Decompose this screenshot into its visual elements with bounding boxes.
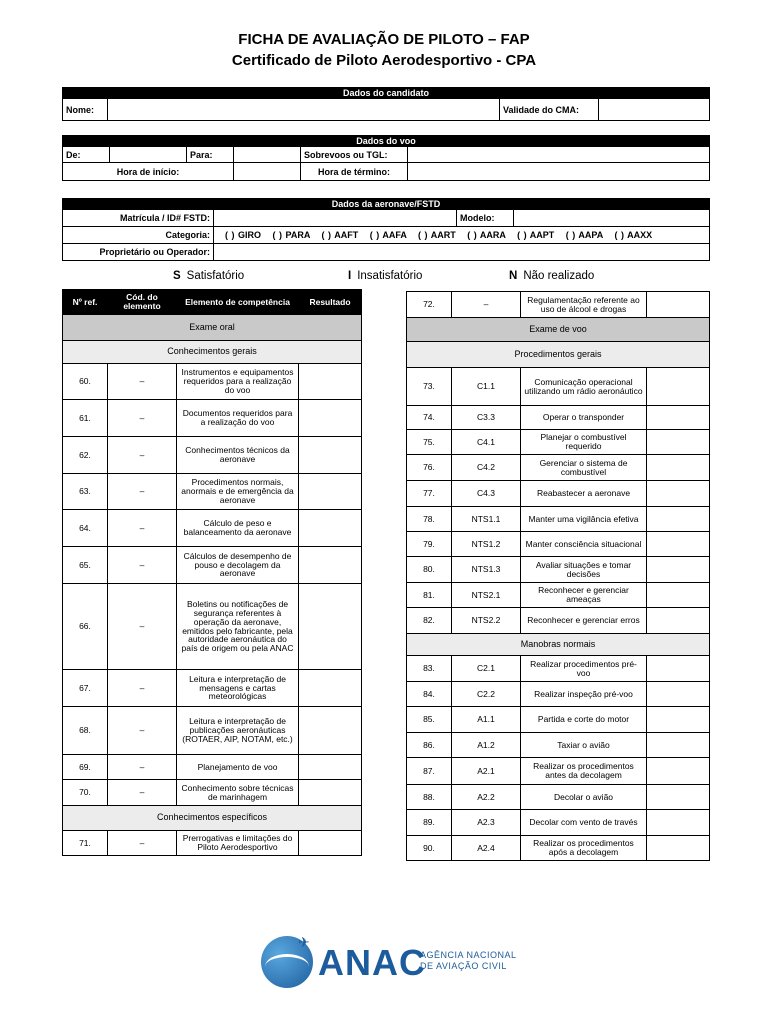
aircraft-table xyxy=(62,198,710,261)
result-cell[interactable] xyxy=(299,707,362,755)
subsection-normal-maneuvers: Manobras normais xyxy=(407,634,710,656)
element-code: – xyxy=(108,831,177,856)
element-code: – xyxy=(108,474,177,510)
cma-field[interactable] xyxy=(599,99,710,121)
result-cell[interactable] xyxy=(647,507,710,532)
element-code: – xyxy=(108,707,177,755)
result-cell[interactable] xyxy=(647,406,710,430)
candidate-header: Dados do candidato xyxy=(63,88,710,99)
element-name: Conhecimento sobre técnicas de marinhagem xyxy=(177,780,299,806)
element-code: – xyxy=(452,292,521,318)
element-name: Boletins ou notificações de segurança referentes à operação da aeronave, emitidos pelo fabricante, pela autoridade aeronáutica do país de origem ou pela ANAC xyxy=(177,584,299,670)
col-code: Cód. do elemento xyxy=(108,290,177,315)
category-options[interactable] xyxy=(214,227,710,244)
ref-number: 73. xyxy=(407,368,452,406)
element-name: Leitura e interpretação de publicações aeronáuticas (ROTAER, AIP, NOTAM, etc.) xyxy=(177,707,299,755)
agency-name: AGÊNCIA NACIONAL DE AVIAÇÃO CIVIL xyxy=(420,950,517,971)
result-cell[interactable] xyxy=(647,707,710,733)
legend-satisfactory: S Satisfatório xyxy=(173,270,245,282)
element-code: – xyxy=(108,364,177,400)
category-label: Categoria: xyxy=(63,227,214,244)
element-code: – xyxy=(108,780,177,806)
result-cell[interactable] xyxy=(299,547,362,584)
start-time-field[interactable] xyxy=(234,163,301,181)
start-time-label: Hora de início: xyxy=(63,163,234,181)
element-code: NTS2.2 xyxy=(452,608,521,634)
element-code: A2.1 xyxy=(452,758,521,785)
ref-number: 66. xyxy=(63,584,108,670)
element-code: – xyxy=(108,584,177,670)
element-name: Reconhecer e gerenciar erros xyxy=(521,608,647,634)
category-option[interactable]: ( ) AAPT xyxy=(517,230,555,240)
result-cell[interactable] xyxy=(647,836,710,861)
element-code: C4.2 xyxy=(452,455,521,481)
from-field[interactable] xyxy=(110,147,187,163)
anac-logo xyxy=(258,934,518,990)
result-cell[interactable] xyxy=(647,656,710,682)
element-name: Manter uma vigilância efetiva xyxy=(521,507,647,532)
ref-number: 68. xyxy=(63,707,108,755)
airplane-icon: ✈ xyxy=(298,934,310,950)
ref-number: 90. xyxy=(407,836,452,861)
ref-number: 84. xyxy=(407,682,452,707)
element-name: Leitura e interpretação de mensagens e cartas meteorológicas xyxy=(177,670,299,707)
ref-number: 89. xyxy=(407,810,452,836)
category-option[interactable]: ( ) AAFT xyxy=(321,230,359,240)
result-cell[interactable] xyxy=(647,368,710,406)
col-result: Resultado xyxy=(299,290,362,315)
section-flight-exam: Exame de voo xyxy=(407,318,710,342)
ref-number: 86. xyxy=(407,733,452,758)
element-code: C4.3 xyxy=(452,481,521,507)
element-name: Manter consciência situacional xyxy=(521,532,647,557)
cma-label: Validade do CMA: xyxy=(500,99,599,121)
ref-number: 81. xyxy=(407,583,452,608)
registration-field[interactable] xyxy=(214,210,457,227)
element-name: Planejar o combustível requerido xyxy=(521,430,647,455)
ref-number: 75. xyxy=(407,430,452,455)
element-name: Prerrogativas e limitações do Piloto Aerodesportivo xyxy=(177,831,299,856)
result-cell[interactable] xyxy=(647,532,710,557)
result-cell[interactable] xyxy=(647,481,710,507)
element-code: C1.1 xyxy=(452,368,521,406)
owner-label: Proprietário ou Operador: xyxy=(63,244,214,261)
element-code: A2.4 xyxy=(452,836,521,861)
element-name: Realizar os procedimentos após a decolagem xyxy=(521,836,647,861)
element-code: NTS2.1 xyxy=(452,583,521,608)
result-cell[interactable] xyxy=(299,437,362,474)
ref-number: 67. xyxy=(63,670,108,707)
element-name: Avaliar situações e tomar decisões xyxy=(521,557,647,583)
anac-wordmark: ANAC xyxy=(318,942,426,983)
result-cell[interactable] xyxy=(647,455,710,481)
element-name: Operar o transponder xyxy=(521,406,647,430)
ref-number: 80. xyxy=(407,557,452,583)
result-cell[interactable] xyxy=(299,510,362,547)
subsection-general-procedures: Procedimentos gerais xyxy=(407,342,710,368)
ref-number: 78. xyxy=(407,507,452,532)
ref-number: 88. xyxy=(407,785,452,810)
result-cell[interactable] xyxy=(647,608,710,634)
to-label: Para: xyxy=(187,147,234,163)
category-option[interactable]: ( ) PARA xyxy=(272,230,311,240)
result-cell[interactable] xyxy=(647,557,710,583)
category-option[interactable]: ( ) AART xyxy=(418,230,456,240)
category-option[interactable]: ( ) AAFA xyxy=(369,230,407,240)
element-name: Reabastecer a aeronave xyxy=(521,481,647,507)
element-code: A2.2 xyxy=(452,785,521,810)
ref-number: 74. xyxy=(407,406,452,430)
result-cell[interactable] xyxy=(647,785,710,810)
result-cell[interactable] xyxy=(647,758,710,785)
model-label: Modelo: xyxy=(457,210,514,227)
end-time-label: Hora de término: xyxy=(301,163,408,181)
result-cell[interactable] xyxy=(647,430,710,455)
category-option[interactable]: ( ) GIRO xyxy=(225,230,261,240)
section-oral-exam: Exame oral xyxy=(63,315,362,341)
ref-number: 76. xyxy=(407,455,452,481)
element-name: Regulamentação referente ao uso de álcool e drogas xyxy=(521,292,647,318)
ref-number: 71. xyxy=(63,831,108,856)
element-name: Decolar com vento de través xyxy=(521,810,647,836)
candidate-table xyxy=(62,87,710,121)
form-subtitle: Certificado de Piloto Aerodesportivo - CPA xyxy=(231,52,537,69)
overflights-field[interactable] xyxy=(408,147,710,163)
name-label: Nome: xyxy=(63,99,108,121)
element-name: Cálculos de desempenho de pouso e decolagem da aeronave xyxy=(177,547,299,584)
element-code: NTS1.1 xyxy=(452,507,521,532)
result-cell[interactable] xyxy=(647,292,710,318)
ref-number: 70. xyxy=(63,780,108,806)
ref-number: 87. xyxy=(407,758,452,785)
flight-header: Dados do voo xyxy=(63,136,710,147)
result-cell[interactable] xyxy=(299,364,362,400)
element-name: Planejamento de voo xyxy=(177,755,299,780)
element-code: A1.2 xyxy=(452,733,521,758)
model-field[interactable] xyxy=(514,210,710,227)
oral-exam-table xyxy=(62,289,362,856)
registration-label: Matrícula / ID# FSTD: xyxy=(63,210,214,227)
overflights-label: Sobrevoos ou TGL: xyxy=(301,147,408,163)
flight-table xyxy=(62,135,710,181)
ref-number: 77. xyxy=(407,481,452,507)
element-code: – xyxy=(108,400,177,437)
result-cell[interactable] xyxy=(299,780,362,806)
element-code: NTS1.2 xyxy=(452,532,521,557)
result-cell[interactable] xyxy=(647,583,710,608)
element-name: Reconhecer e gerenciar ameaças xyxy=(521,583,647,608)
ref-number: 65. xyxy=(63,547,108,584)
ref-number: 82. xyxy=(407,608,452,634)
result-cell[interactable] xyxy=(299,831,362,856)
element-name: Conhecimentos técnicos da aeronave xyxy=(177,437,299,474)
ref-number: 60. xyxy=(63,364,108,400)
legend-not-performed: N Não realizado xyxy=(509,270,595,282)
from-label: De: xyxy=(63,147,110,163)
element-code: C3.3 xyxy=(452,406,521,430)
form-title: FICHA DE AVALIAÇÃO DE PILOTO – FAP xyxy=(238,31,530,48)
element-code: – xyxy=(108,670,177,707)
element-name: Cálculo de peso e balanceamento da aeronave xyxy=(177,510,299,547)
element-code: – xyxy=(108,755,177,780)
category-option[interactable]: ( ) AAPA xyxy=(565,230,603,240)
flight-exam-table xyxy=(406,291,710,861)
category-option[interactable]: ( ) AARA xyxy=(467,230,506,240)
element-name: Procedimentos normais, anormais e de emergência da aeronave xyxy=(177,474,299,510)
result-cell[interactable] xyxy=(299,474,362,510)
legend-unsatisfactory: I Insatisfatório xyxy=(348,270,423,282)
element-code: A1.1 xyxy=(452,707,521,733)
element-code: NTS1.3 xyxy=(452,557,521,583)
owner-field[interactable] xyxy=(214,244,710,261)
element-name: Partida e corte do motor xyxy=(521,707,647,733)
result-cell[interactable] xyxy=(647,810,710,836)
ref-number: 63. xyxy=(63,474,108,510)
element-name: Documentos requeridos para a realização do voo xyxy=(177,400,299,437)
element-name: Gerenciar o sistema de combustível xyxy=(521,455,647,481)
result-cell[interactable] xyxy=(299,584,362,670)
end-time-field[interactable] xyxy=(408,163,710,181)
element-code: C4.1 xyxy=(452,430,521,455)
ref-number: 61. xyxy=(63,400,108,437)
result-cell[interactable] xyxy=(299,755,362,780)
ref-number: 62. xyxy=(63,437,108,474)
element-code: – xyxy=(108,547,177,584)
ref-number: 64. xyxy=(63,510,108,547)
category-option[interactable]: ( ) AAXX xyxy=(614,230,653,240)
to-field[interactable] xyxy=(234,147,301,163)
element-name: Realizar procedimentos pré-voo xyxy=(521,656,647,682)
subsection-specific-knowledge: Conhecimentos específicos xyxy=(63,806,362,831)
result-cell[interactable] xyxy=(647,733,710,758)
element-code: C2.1 xyxy=(452,656,521,682)
ref-number: 85. xyxy=(407,707,452,733)
ref-number: 83. xyxy=(407,656,452,682)
result-cell[interactable] xyxy=(647,682,710,707)
element-name: Instrumentos e equipamentos requeridos para a realização do voo xyxy=(177,364,299,400)
element-name: Taxiar o avião xyxy=(521,733,647,758)
element-name: Decolar o avião xyxy=(521,785,647,810)
result-cell[interactable] xyxy=(299,670,362,707)
element-code: A2.3 xyxy=(452,810,521,836)
element-code: C2.2 xyxy=(452,682,521,707)
element-name: Realizar os procedimentos antes da decolagem xyxy=(521,758,647,785)
col-ref: Nº ref. xyxy=(63,290,108,315)
name-field[interactable] xyxy=(108,99,500,121)
subsection-general-knowledge: Conhecimentos gerais xyxy=(63,341,362,364)
ref-number: 69. xyxy=(63,755,108,780)
element-code: – xyxy=(108,510,177,547)
col-element: Elemento de competência xyxy=(177,290,299,315)
result-cell[interactable] xyxy=(299,400,362,437)
aircraft-header: Dados da aeronave/FSTD xyxy=(63,199,710,210)
element-code: – xyxy=(108,437,177,474)
element-name: Realizar inspeção pré-voo xyxy=(521,682,647,707)
element-name: Comunicação operacional utilizando um rádio aeronáutico xyxy=(521,368,647,406)
ref-number: 79. xyxy=(407,532,452,557)
ref-number: 72. xyxy=(407,292,452,318)
